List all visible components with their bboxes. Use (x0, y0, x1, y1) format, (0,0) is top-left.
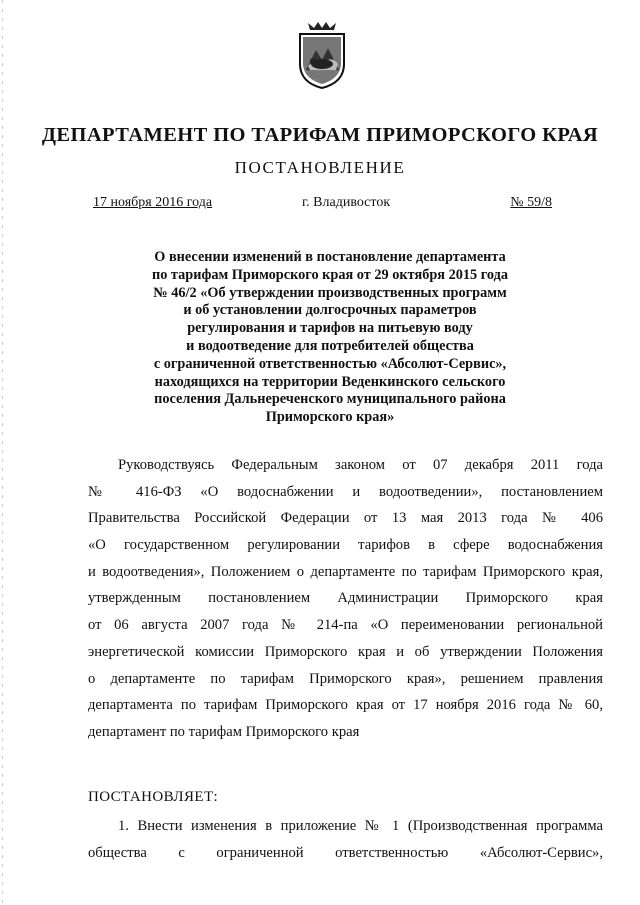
title-line: Приморского края» (265, 409, 395, 426)
body-line: о департаменте по тарифам Приморского края», решением правления (88, 670, 603, 687)
document-title (110, 249, 550, 427)
body-line: Руководствуясь Федеральным законом от 07 декабря 2011 года (118, 457, 603, 473)
body-line: № 416-ФЗ «О водоснабжении и водоотведении», постановлением (88, 483, 603, 500)
document-date: 17 ноября 2016 года (93, 195, 213, 210)
body-line: от 06 августа 2007 года № 214-па «О переименовании региональной (88, 617, 603, 634)
decree-heading: ПОСТАНОВЛЯЕТ: (88, 789, 219, 805)
item-line: 1. Внести изменения в приложение № 1 (Производственная программа (118, 818, 603, 834)
document-city: г. Владивосток (302, 195, 391, 210)
preamble-paragraph (88, 456, 603, 750)
title-line: и водоотведение для потребителей общества (186, 337, 474, 354)
title-line: с ограниченной ответственностью «Абсолют-Сервис», (153, 355, 507, 372)
body-line: Правительства Российской Федерации от 13 мая 2013 года № 406 (88, 510, 603, 527)
body-line: департамент по тарифам Приморского края (88, 723, 360, 740)
document-type: ПОСТАНОВЛЕНИЕ (234, 158, 406, 177)
body-line: «О государственном регулировании тарифов в сфере водоснабжения (88, 537, 603, 554)
decree-item-1 (88, 817, 603, 871)
body-line: и водоотведения», Положением о департаменте по тарифам Приморского края, (88, 563, 603, 580)
body-line: энергетической комиссии Приморского края и об утверждении Положения (88, 643, 603, 660)
title-line: № 46/2 «Об утверждении производственных программ (153, 284, 507, 301)
title-line: и об установлении долгосрочных параметров (183, 302, 477, 319)
title-line: регулирования и тарифов на питьевую воду (187, 320, 473, 337)
title-line: по тарифам Приморского края от 29 октября 2015 года (151, 266, 509, 283)
title-line: находящихся на территории Веденкинского сельского (154, 373, 506, 390)
title-line: поселения Дальнереченского муниципального района (154, 391, 506, 408)
organization-name: ДЕПАРТАМЕНТ ПО ТАРИФАМ ПРИМОРСКОГО КРАЯ (41, 124, 599, 146)
document-number: № 59/8 (510, 195, 552, 210)
title-line: О внесении изменений в постановление департамента (154, 249, 506, 265)
coat-of-arms-icon (296, 20, 348, 90)
item-line: общества с ограниченной ответственностью «Абсолют-Сервис», (88, 845, 603, 861)
body-line: департамента по тарифам Приморского края от 17 ноября 2016 года № 60, (88, 697, 603, 714)
body-line: утвержденным постановлением Администрации Приморского края (88, 590, 603, 607)
